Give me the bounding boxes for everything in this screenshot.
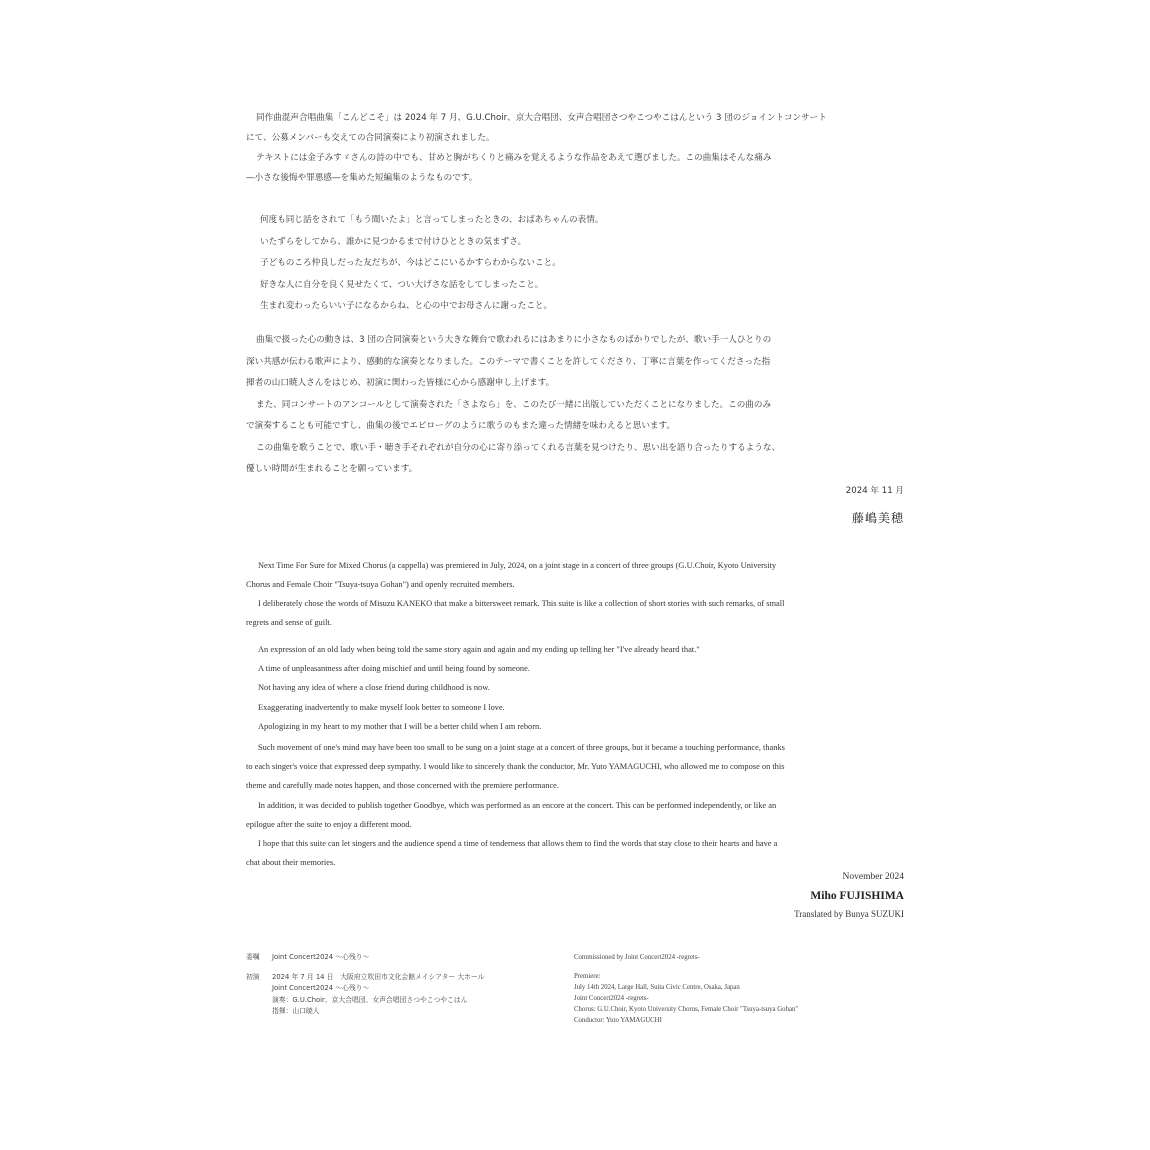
commission-row	[246, 952, 546, 964]
text-line: 優しい時間が生まれることを願っています。	[246, 464, 418, 474]
japanese-theme-list	[246, 210, 906, 318]
text-line: Next Time For Sure for Mixed Chorus (a cappella) was premiered in July, 2024, on a joint stage in a concert of three groups (G.U.Choir, Kyoto University	[258, 561, 777, 570]
text-line: また、同コンサートのアンコールとして演奏された「さよなら」を、このたび一緒に出版していただくことになりました。この曲のみ	[256, 399, 772, 410]
premiere-line: 指揮：山口暁人	[272, 1007, 320, 1015]
text-line: theme and carefully made notes happen, and those concerned with the premiere performance.	[246, 781, 559, 791]
premiere-line: Joint Concert2024 -regrets-	[574, 995, 649, 1002]
text-line: In addition, it was decided to publish together Goodbye, which was performed as an encore at the concert. This can be performed independently, or like an	[258, 800, 777, 810]
text-line: I hope that this suite can let singers and the audience spend a time of tenderness that allows them to find the words that stay close to their hearts and have a	[258, 839, 778, 849]
list-item: An expression of an old lady when being told the same story again and again and my ending up telling her "I've already heard that."	[258, 645, 700, 654]
list-item: Not having any idea of where a close friend during childhood is now.	[258, 683, 490, 693]
list-item: Exaggerating inadvertently to make myself look better to someone I love.	[258, 702, 505, 712]
english-credits	[574, 952, 914, 1026]
text-line: chat about their memories.	[246, 858, 336, 868]
premiere-row	[246, 983, 546, 995]
list-item: 生まれ変わったらいい子になるからね、と心の中でお母さんに謝ったこと。	[260, 301, 553, 311]
japanese-intro-paragraph	[246, 108, 906, 188]
list-item: いたずらをしてから、誰かに見つかるまで付けひとときの気まずさ。	[260, 236, 527, 247]
premiere-line: Chorus: G.U.Choir, Kyoto University Chorus, Female Choir "Tsuya-tsuya Gohan"	[574, 1006, 799, 1013]
text-line: で演奏することも可能ですし、曲集の後でエピローグのように歌うのもまた違った情緒を味わえると思います。	[246, 421, 676, 431]
translator-credit: Translated by Bunya SUZUKI	[794, 909, 904, 919]
commission-label: 委嘱	[246, 953, 260, 961]
text-line: —小さな後悔や罪悪感—を集めた短編集のようなものです。	[246, 173, 478, 183]
premiere-line: 演奏：G.U.Choir、京大合唱団、女声合唱団さつやこつやこはん	[272, 995, 468, 1004]
english-closing-paragraph	[246, 738, 906, 872]
text-line: 深い共感が伝わる歌声により、感動的な演奏となりました。このテーマで書くことを許してくださり、丁寧に言葉を作ってくださった指	[246, 356, 771, 367]
commission-value: Joint Concert2024 ～心残り～	[272, 953, 370, 961]
list-item: 何度も同じ話をされて「もう聞いたよ」と言ってしまったときの、おばあちゃんの表情。	[260, 215, 604, 225]
text-line: to each singer's voice that expressed deep sympathy. I would like to sincerely thank the conductor, Mr. Yuto YAMAGUCHI, who allowed me to compose on this	[246, 762, 785, 772]
list-item: Apologizing in my heart to my mother that I will be a better child when I am reborn.	[258, 721, 542, 731]
japanese-signature: 藤嶋美穂	[851, 511, 904, 525]
text-line: I deliberately chose the words of Misuzu KANEKO that make a bittersweet remark. This suite is like a collection of short stories with such remarks, of small	[258, 599, 785, 608]
text-line: 同作曲混声合唱曲集「こんどこそ」は 2024 年 7 月、G.U.Choir、京大合唱団、女声合唱団さつやこつやこはんという 3 団のジョイントコンサート	[256, 113, 827, 123]
premiere-label: 初演	[246, 972, 260, 981]
premiere-line: July 14th 2024, Large Hall, Suita Civic Centre, Osaka, Japan	[574, 984, 740, 991]
text-line: epilogue after the suite to enjoy a different mood.	[246, 819, 412, 829]
japanese-date: 2024 年 11 月	[845, 486, 904, 496]
premiere-line: 2024 年 7 月 14 日 大阪府立吹田市文化会館メイシアター 大ホール	[272, 972, 485, 981]
text-line: テキストには金子みすゞさんの詩の中でも、甘めと胸がちくりと痛みを覚えるような作品をあえて選びました。この曲集はそんな痛み	[256, 153, 772, 163]
premiere-row	[246, 972, 546, 984]
list-item: 子どものころ仲良しだった友だちが、今はどこにいるかすらわからないこと。	[260, 258, 561, 268]
list-item: A time of unpleasantness after doing mischief and until being found by someone.	[258, 664, 530, 674]
english-intro-paragraph	[246, 556, 906, 632]
text-line: にて、公募メンバーも交えての合同演奏により初演されました。	[246, 133, 495, 143]
premiere-line: Joint Concert2024 ～心残り～	[272, 984, 370, 992]
list-item: 好きな人に自分を良く見せたくて、つい大げさな話をしてしまったこと。	[260, 279, 544, 290]
japanese-closing-paragraph	[246, 330, 906, 481]
text-line: 曲集で扱った心の動きは、3 団の合同演奏という大きな舞台で歌われるにはあまりに小さなものばかりでしたが、歌い手一人ひとりの	[256, 335, 772, 345]
premiere-label: Premiere:	[574, 973, 601, 980]
premiere-line: Conductor: Yuto YAMAGUCHI	[574, 1017, 662, 1024]
text-line: この曲集を歌うことで、歌い手・聴き手それぞれが自分の心に寄り添ってくれる言葉を見つけたり、思い出を語り合ったりするような、	[256, 442, 781, 453]
premiere-row	[246, 1006, 546, 1018]
commission-line: Commissioned by Joint Concert2024 -regrets-	[574, 954, 700, 961]
text-line: regrets and sense of guilt.	[246, 618, 332, 627]
english-date: November 2024	[842, 872, 904, 882]
english-theme-list	[246, 640, 906, 736]
text-line: 揮者の山口暁人さんをはじめ、初演に関わった皆様に心から感謝申し上げます。	[246, 378, 555, 388]
premiere-row	[246, 995, 546, 1007]
composer-name: Miho FUJISHIMA	[810, 890, 904, 902]
japanese-credits	[246, 952, 546, 1018]
text-line: Such movement of one's mind may have been too small to be sung on a joint stage at a concert of three groups, but it became a touching performance, thanks	[258, 743, 785, 752]
text-line: Chorus and Female Choir "Tsuya-tsuya Gohan") and openly recruited members.	[246, 580, 515, 589]
